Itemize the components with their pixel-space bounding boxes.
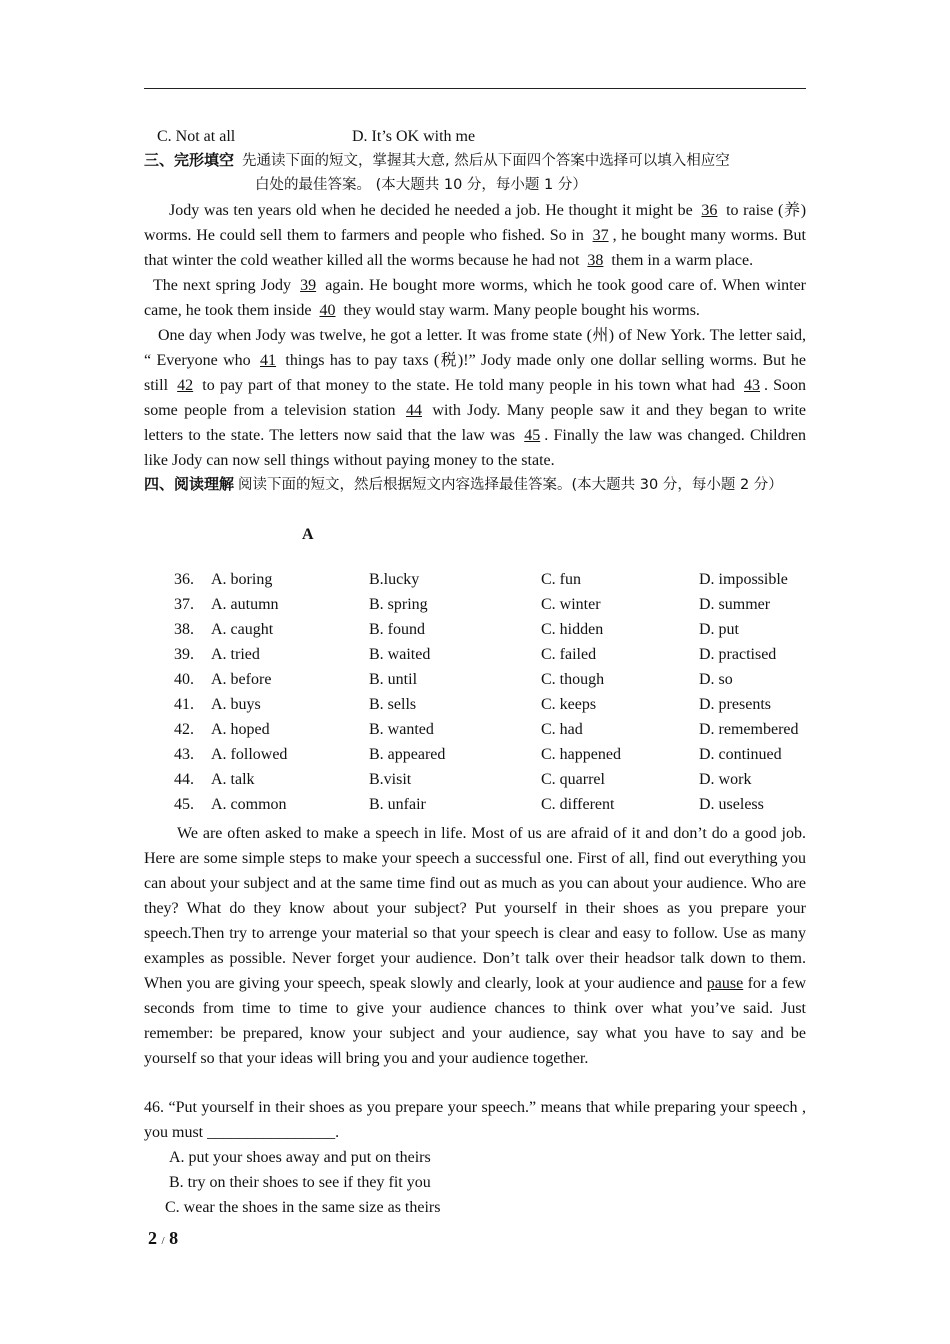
option-d: D. so — [699, 671, 733, 688]
option-d: D. useless — [699, 796, 764, 813]
section3-instruction-2: 白处的最佳答案。 (本大题共 10 分，每小题 1 分） — [255, 177, 587, 193]
option-number: 37. — [174, 596, 194, 613]
option-b: B. appeared — [369, 746, 446, 763]
option-a: A. hoped — [211, 721, 270, 738]
section4-instruction: 阅读下面的短文，然后根据短文内容选择最佳答案。(本大题共 30 分，每小题 2 分） — [238, 477, 783, 493]
option-d: D. impossible — [699, 571, 788, 588]
option-c: C. failed — [541, 646, 597, 663]
option-c: C. fun — [541, 571, 581, 588]
passage-label-a: A — [302, 526, 314, 543]
section3-instruction-1: 先通读下面的短文，掌握其大意, 然后从下面四个答案中选择可以填入相应空 — [242, 153, 730, 169]
page-number — [148, 1228, 178, 1249]
page-total: 8 — [169, 1228, 179, 1248]
blank-38: 38 — [587, 252, 604, 269]
question-46-stem: 46. “Put yourself in their shoes as you prepare your speech.” means that while preparing your speech , you must ________________. — [144, 1099, 806, 1141]
section4-heading: 四、阅读理解 — [144, 475, 235, 493]
option-b: B. sells — [369, 696, 417, 713]
reading-passage-a: We are often asked to make a speech in life. Most of us are afraid of it and don’t do a good job. Here are some simple steps to make your speech a successful one. First of all, find out everything you can about your subject and at the same time find out as much as you can about your audience. Who are they? What do they know about your subject? Put yourself in their shoes as you prepare your speech.Then try to arrenge your material so that your speech is clear and easy to follow. Use as many examples as possible. Never forget your audience. Don’t talk over their headsor talk down to them. When you are giving your speech, speak slowly and clearly, look at your audience and pause for a few seconds from time to time to give your audience chances to think over what you’ve said. Just remember: be prepared, know your subject and your audience, say what you have to say and be yourself so that your ideas will bring you and your audience together. — [144, 825, 807, 1067]
option-b: B. spring — [369, 596, 428, 613]
section4-heading-block — [144, 472, 806, 498]
blank-36: 36 — [701, 202, 718, 219]
cloze-paragraph-1: Jody was ten years old when he decided he needed a job. He thought it might be 36 to raise (养) worms. He could sell them to farmers and people who fished. So in 37 , he bought many worms. But that winter the cold weather killed all the worms because he had not 38 them in a warm place. — [144, 202, 807, 269]
option-row — [0, 592, 950, 617]
prev-option-c: C. Not at all — [157, 128, 236, 145]
blank-37: 37 — [592, 227, 609, 244]
option-c: C. happened — [541, 746, 621, 763]
option-a: A. autumn — [211, 596, 279, 613]
option-row — [0, 767, 950, 792]
option-d: D. presents — [699, 696, 771, 713]
option-b: B.visit — [369, 771, 412, 788]
section3-heading-line — [144, 148, 730, 174]
option-c: C. different — [541, 796, 615, 813]
option-b: B. waited — [369, 646, 431, 663]
option-number: 36. — [174, 571, 194, 588]
option-number: 43. — [174, 746, 194, 763]
cloze-paragraph-3: One day when Jody was twelve, he got a letter. It was frome state (州) of New York. The letter said, “ Everyone who 41 things has to pay taxs (税)!” Jody made only one dollar selling worms. But he still 42 to pay part of that money to the state. He told many people in his town what had 43 . Soon some people from a television station 44 with Jody. Many people saw it and they began to write letters to the state. The letters now said that the law was 45 . Finally the law was changed. Children like Jody can now sell things without paying money to the state. — [144, 327, 807, 469]
option-d: D. continued — [699, 746, 782, 763]
option-number: 42. — [174, 721, 194, 738]
header-rule — [144, 88, 806, 89]
option-a: A. followed — [211, 746, 288, 763]
option-b: B.lucky — [369, 571, 420, 588]
cloze-paragraph-2: The next spring Jody 39 again. He bought more worms, which he took good care of. When winter came, he took them inside 40 they would stay warm. Many people bought his worms. — [144, 277, 807, 319]
option-number: 40. — [174, 671, 194, 688]
option-c: C. quarrel — [541, 771, 605, 788]
blank-44: 44 — [405, 402, 422, 419]
q46-option-b: B. try on their shoes to see if they fit you — [169, 1174, 431, 1191]
section3-heading: 三、完形填空 — [144, 151, 235, 169]
option-d: D. put — [699, 621, 739, 638]
blank-45: 45 — [524, 427, 541, 444]
option-number: 41. — [174, 696, 194, 713]
option-row — [0, 742, 950, 767]
option-a: A. before — [211, 671, 272, 688]
option-c: C. keeps — [541, 696, 597, 713]
option-number: 44. — [174, 771, 194, 788]
option-a: A. buys — [211, 696, 261, 713]
option-row — [0, 567, 950, 592]
option-d: D. remembered — [699, 721, 799, 738]
option-row — [0, 642, 950, 667]
q46-option-c: C. wear the shoes in the same size as theirs — [165, 1199, 441, 1216]
option-d: D. practised — [699, 646, 777, 663]
q46-option-a: A. put your shoes away and put on theirs — [169, 1149, 431, 1166]
option-a: A. boring — [211, 571, 273, 588]
option-a: A. talk — [211, 771, 255, 788]
option-c: C. though — [541, 671, 605, 688]
blank-39: 39 — [300, 277, 317, 294]
option-number: 45. — [174, 796, 194, 813]
option-number: 39. — [174, 646, 194, 663]
option-a: A. common — [211, 796, 287, 813]
option-c: C. winter — [541, 596, 601, 613]
option-b: B. found — [369, 621, 425, 638]
option-b: B. unfair — [369, 796, 426, 813]
option-row — [0, 792, 950, 817]
option-number: 38. — [174, 621, 194, 638]
option-b: B. until — [369, 671, 418, 688]
blank-42: 42 — [177, 377, 194, 394]
option-c: C. had — [541, 721, 583, 738]
option-c: C. hidden — [541, 621, 604, 638]
blank-40: 40 — [319, 302, 336, 319]
blank-43: 43 — [744, 377, 761, 394]
option-d: D. work — [699, 771, 752, 788]
option-row — [0, 667, 950, 692]
page-current: 2 — [148, 1228, 157, 1248]
option-a: A. tried — [211, 646, 260, 663]
blank-41: 41 — [260, 352, 277, 369]
option-a: A. caught — [211, 621, 274, 638]
option-d: D. summer — [699, 596, 771, 613]
option-row — [0, 692, 950, 717]
option-row — [0, 617, 950, 642]
option-row — [0, 717, 950, 742]
page-separator: / — [161, 1235, 165, 1247]
option-b: B. wanted — [369, 721, 434, 738]
underlined-word-pause: pause — [706, 975, 744, 992]
prev-option-d: D. It’s OK with me — [352, 128, 476, 145]
